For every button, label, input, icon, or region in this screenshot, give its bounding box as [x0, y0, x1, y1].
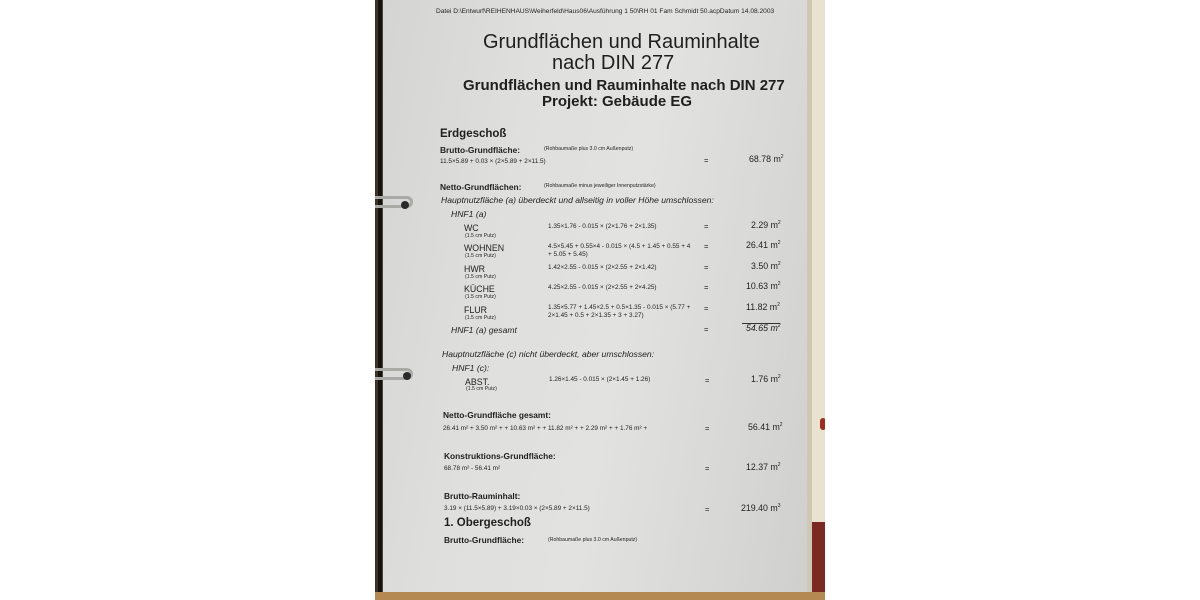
netto-grundflaechen-label: Netto-Grundflächen: [440, 182, 522, 192]
equals-sign: = [704, 222, 709, 231]
room-value: 10.63 $m^2$ [746, 281, 781, 291]
room-name-hwr: HWR [464, 264, 486, 274]
room-formula: 4.5×5.45 + 0.55×4 - 0.015 × (4.5 + 1.45 + 0.55 + 4 [548, 243, 691, 250]
room-putz: (1.5 cm Putz) [465, 274, 496, 280]
konstruktion-value: 12.37 $m^2$ [746, 462, 781, 472]
brutto-note: (Rohbaumaße plus 3.0 cm Außenputz) [544, 146, 634, 152]
room-formula: 4.25×2.55 - 0.015 × (2×2.55 + 2×4.25) [548, 284, 657, 291]
punch-hole-icon [401, 201, 409, 209]
room-name-abst: ABST. [465, 377, 490, 387]
hnf-c-label: HNF1 (c): [452, 363, 490, 373]
room-putz: (1.5 cm Putz) [465, 233, 496, 239]
equals-sign: = [704, 263, 709, 272]
room-formula: 1.42×2.55 - 0.015 × (2×2.55 + 2×1.42) [548, 264, 657, 271]
room-name-kueche: KÜCHE [464, 284, 495, 294]
brutto-value: 68.78 $m^2$ [749, 154, 784, 164]
netto-gesamt-value: 56.41 $m^2$ [748, 422, 783, 432]
project-title: Projekt: Gebäude EG [542, 93, 693, 110]
room-formula-cont: 2×1.45 + 0.5 + 2×1.35 + 3 + 3.27) [548, 312, 644, 319]
brutto-rauminhalt-formula: 3.19 × (11.5×5.89) + 3.19×0.03 × (2×5.89 + 2×11.5) [444, 505, 590, 512]
room-value: 3.50 $m^2$ [751, 261, 781, 271]
equals-sign: = [705, 424, 710, 433]
netto-note: (Rohbaumaße minus jeweiliger Innenputzstärke) [544, 183, 656, 189]
room-name-flur: FLUR [464, 305, 487, 315]
table-surface [375, 592, 825, 600]
room-name-wohnen: WOHNEN [464, 243, 505, 253]
konstruktion-formula: 68.78 m² - 56.41 m² [444, 465, 501, 472]
netto-gesamt-formula: 26.41 m² + 3.50 m² + + 10.63 m² + + 11.82 m² + + 2.29 m² + + 1.76 m² + [443, 425, 648, 432]
red-object [812, 522, 825, 600]
brutto-formula: 11.5×5.89 + 0.03 × (2×5.89 + 2×11.5) [440, 158, 546, 165]
room-putz: (1.5 cm Putz) [465, 315, 496, 321]
equals-sign: = [704, 304, 709, 313]
equals-sign: = [705, 464, 710, 473]
main-title-line1: Grundflächen und Rauminhalte [483, 31, 760, 53]
hnf-c-heading: Hauptnutzfläche (c) nicht überdeckt, aber umschlossen: [442, 349, 655, 359]
brutto-rauminhalt-value: 219.40 $m^3$ [741, 503, 781, 513]
room-value: 2.29 $m^2$ [751, 220, 781, 230]
binder-spine [378, 0, 382, 600]
section-heading-erdgeschoss: Erdgeschoß [440, 128, 507, 140]
subtitle-line1: Grundflächen und Rauminhalte nach DIN 277 [463, 77, 785, 94]
punch-hole-icon [403, 372, 411, 380]
equals-sign: = [705, 376, 710, 385]
equals-sign: = [705, 505, 710, 514]
background-surface [812, 0, 825, 600]
equals-sign: = [704, 156, 709, 165]
konstruktions-grundflaeche-label: Konstruktions-Grundfläche: [444, 451, 556, 461]
room-value: 1.76 $m^2$ [751, 374, 781, 384]
equals-sign: = [704, 283, 709, 292]
brutto-rauminhalt-label: Brutto-Rauminhalt: [444, 491, 521, 501]
room-name-wc: WC [464, 223, 479, 233]
room-formula: 1.35×1.76 - 0.015 × (2×1.76 + 2×1.35) [548, 223, 657, 230]
hnf-a-label: HNF1 (a) [451, 209, 487, 219]
main-title-line2: nach DIN 277 [552, 52, 675, 74]
room-putz: (1.5 cm Putz) [465, 253, 496, 259]
room-formula: 1.35×5.77 + 1.45×2.5 + 0.5×1.35 - 0.015 × (5.77 + [548, 304, 691, 311]
og-brutto-note: (Rohbaumaße plus 3.0 cm Außenputz) [548, 537, 638, 543]
room-formula: 1.26×1.45 - 0.015 × (2×1.45 + 1.26) [549, 376, 651, 383]
brutto-grundflaeche-label: Brutto-Grundfläche: [440, 145, 521, 155]
equals-sign: = [704, 325, 709, 334]
room-putz: (1.5 cm Putz) [465, 294, 496, 300]
file-path-line: Datei D:\Entwurf\REIHENHAUS\Weiherfeld\Haus06\Ausführung 1 50\RH 01 Fam Schmidt 50.acpDatum 14.08.2003 [436, 8, 775, 15]
hnf-a-total-value: 54.65 $m^2$ [746, 323, 781, 333]
og-brutto-grundflaeche-label: Brutto-Grundfläche: [444, 535, 525, 545]
room-value: 11.82 $m^2$ [746, 302, 780, 312]
hnf-a-heading: Hauptnutzfläche (a) überdeckt und allseitig in voller Höhe umschlossen: [441, 195, 714, 205]
room-value: 26.41 $m^2$ [746, 240, 781, 250]
room-formula-cont: + 5.05 + 5.45) [548, 251, 588, 258]
section-heading-obergeschoss: 1. Obergeschoß [444, 517, 531, 529]
netto-gesamt-label: Netto-Grundfläche gesamt: [443, 410, 551, 420]
red-mark [820, 418, 825, 430]
hnf-a-total-label: HNF1 (a) gesamt [451, 325, 517, 335]
equals-sign: = [704, 242, 709, 251]
room-putz: (1.5 cm Putz) [466, 386, 497, 392]
